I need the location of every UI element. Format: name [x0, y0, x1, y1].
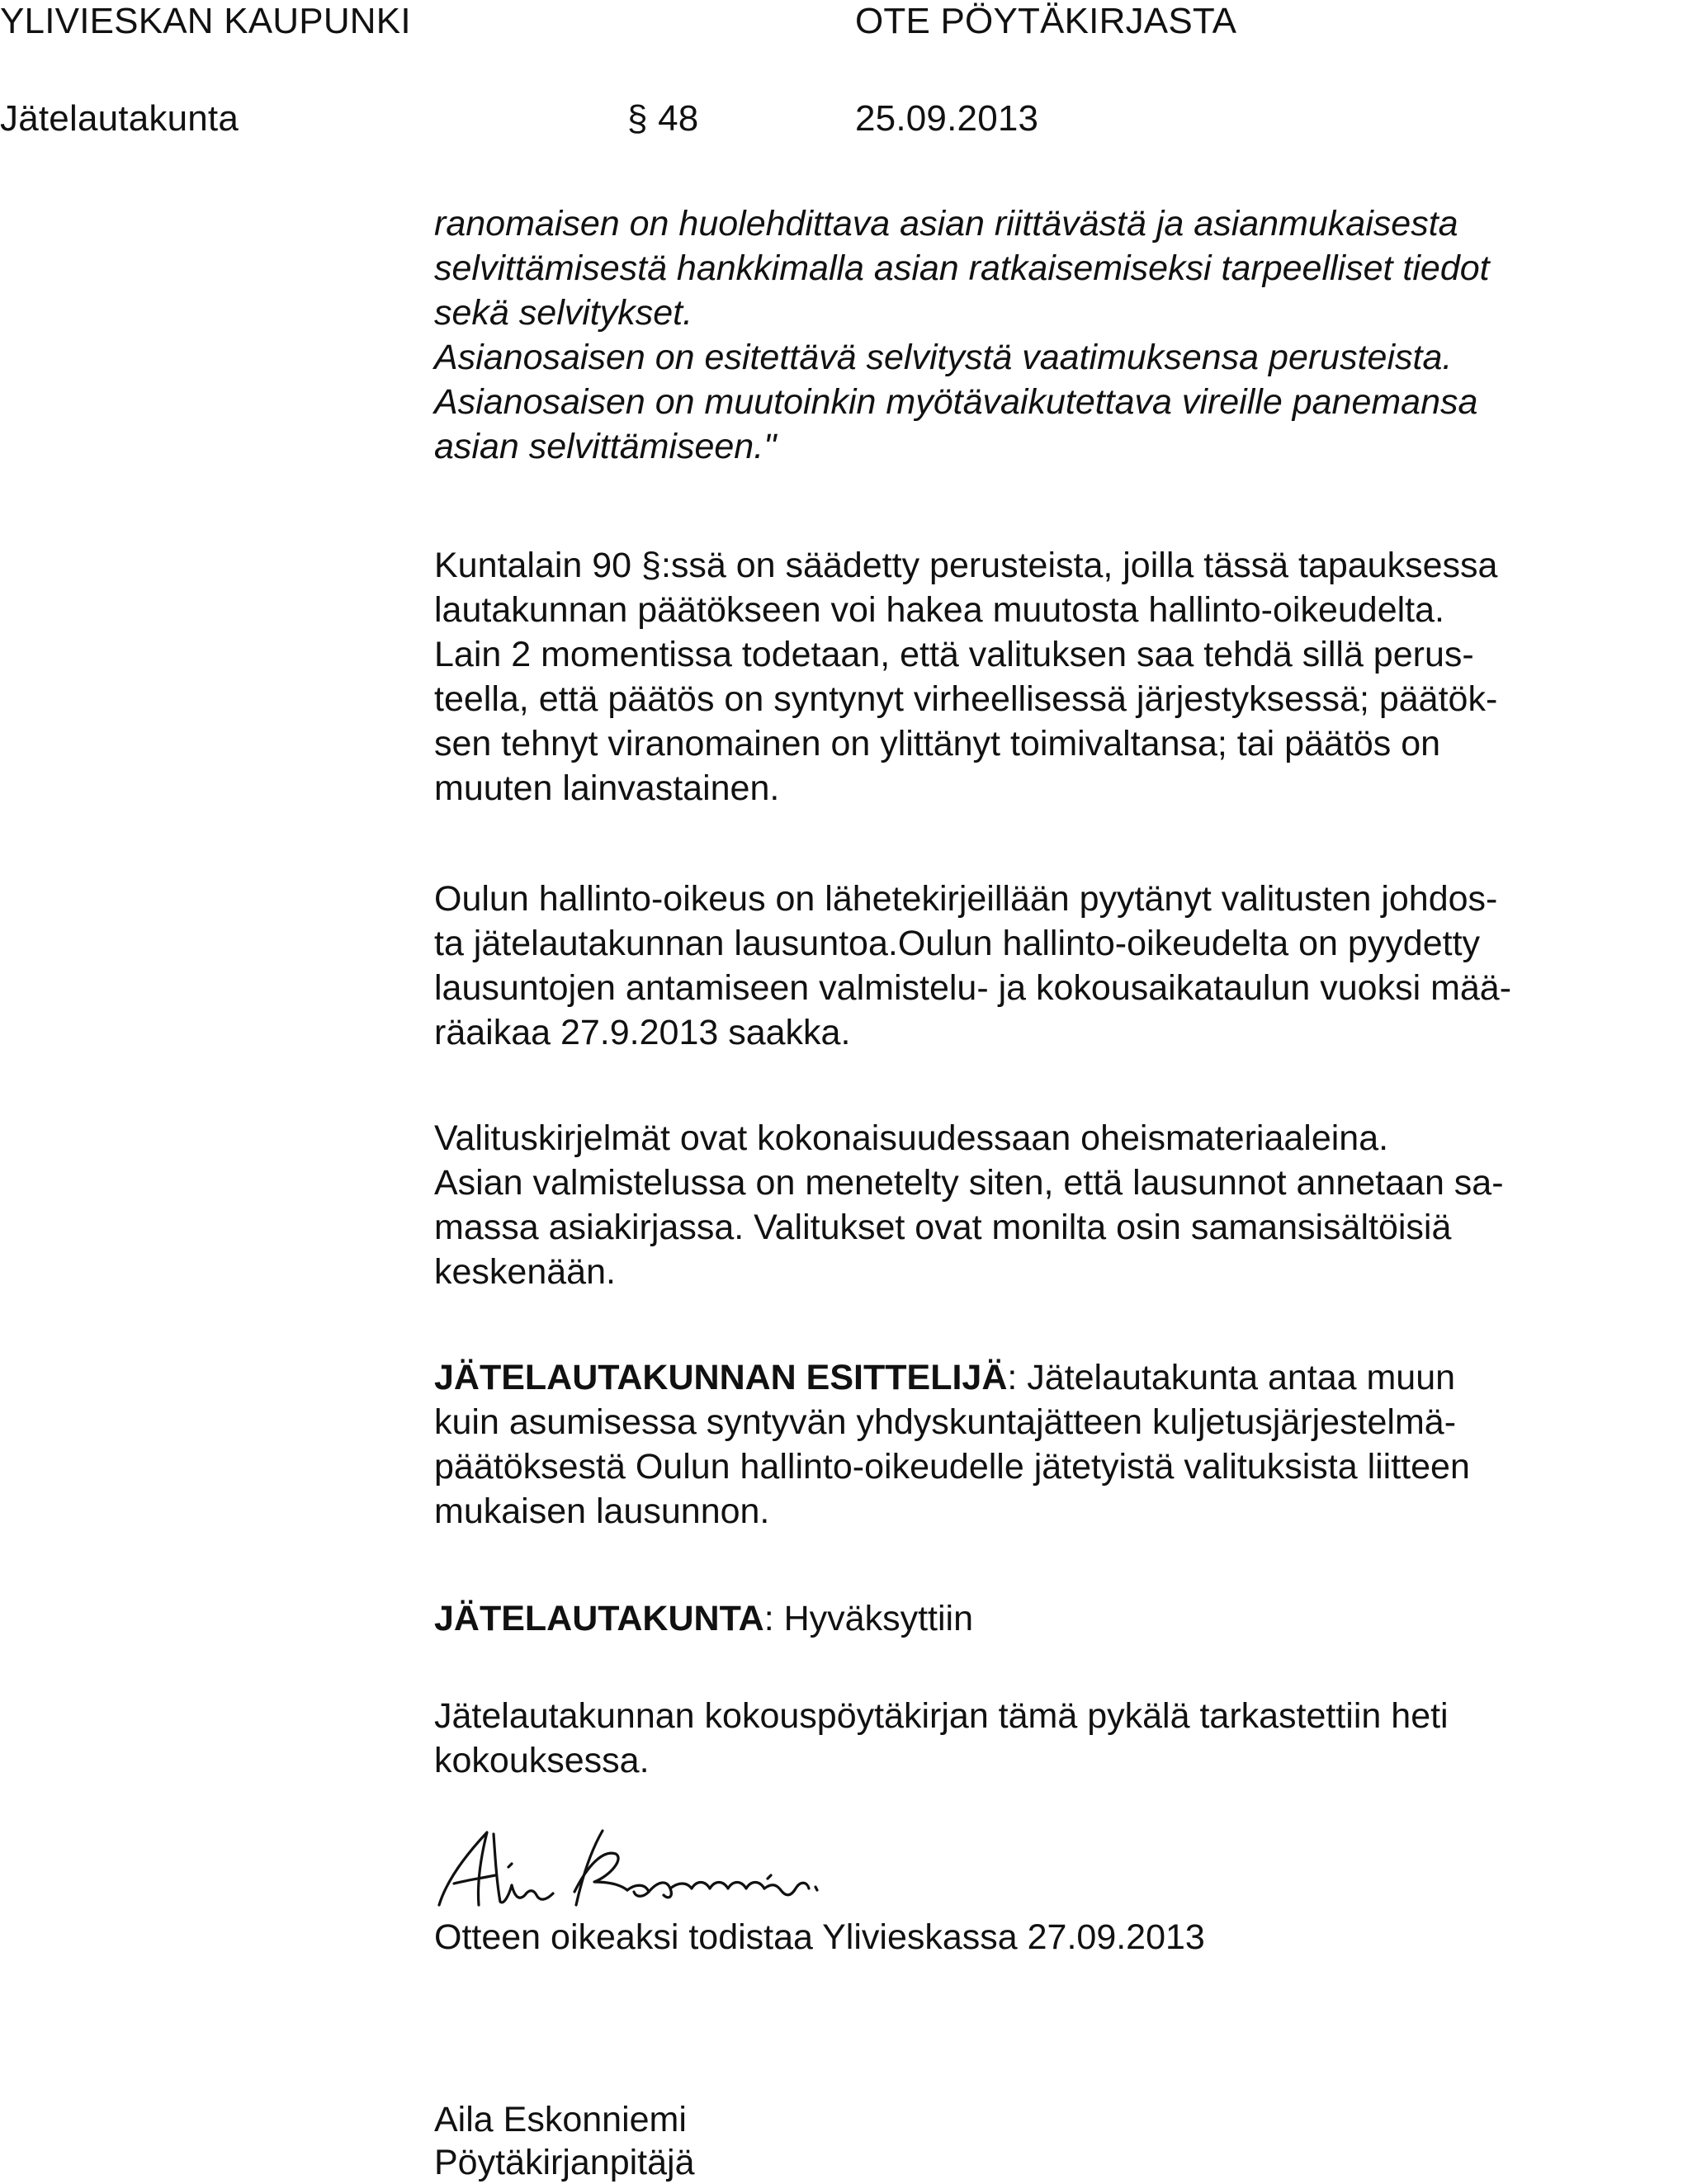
paragraph-hallinto-oikeus — [434, 877, 1685, 1055]
organization-name: YLIVIESKAN KAUPUNKI — [0, 1, 411, 41]
signer-title: Pöytäkirjanpitäjä — [434, 2143, 695, 2182]
paragraph-line: sen tehnyt viranomainen on ylittänyt toimivaltansa; tai päätös on — [434, 724, 1441, 763]
quoted-law-text — [434, 201, 1685, 469]
quote-line: Asianosaisen on esitettävä selvitystä vaatimuksensa perusteista. — [434, 338, 1453, 377]
certification-text: Otteen oikeaksi todistaa Ylivieskassa 27.09.2013 — [434, 1917, 1205, 1957]
signer-block — [434, 2098, 1685, 2184]
signer-name: Aila Eskonniemi — [434, 2100, 687, 2139]
quote-line: ranomaisen on huolehdittava asian riittävästä ja asianmukaisesta — [434, 204, 1458, 243]
quote-line: Asianosaisen on muutoinkin myötävaikutettava vireille panemansa — [434, 382, 1478, 422]
paragraph-line: Kuntalain 90 §:ssä on säädetty perusteista, joilla tässä tapauksessa — [434, 546, 1498, 585]
document-type: OTE PÖYTÄKIRJASTA — [855, 1, 1237, 41]
decision-line — [434, 1596, 1685, 1641]
proposal-text: : Jätelautakunta antaa muun — [1007, 1358, 1456, 1397]
committee-name: Jätelautakunta — [0, 98, 239, 139]
paragraph-line: keskenään. — [434, 1252, 616, 1292]
paragraph-line: muuten lainvastainen. — [434, 768, 780, 808]
proposal-label: JÄTELAUTAKUNNAN ESITTELIJÄ — [434, 1358, 1008, 1397]
paragraph-line: lautakunnan päätökseen voi hakea muutosta hallinto-oikeudelta. — [434, 590, 1444, 630]
paragraph-line: kokouksessa. — [434, 1741, 650, 1780]
paragraph-line: räaikaa 27.9.2013 saakka. — [434, 1013, 851, 1052]
paragraph-kuntalaki — [434, 543, 1685, 811]
decision-paragraph — [434, 1596, 1685, 1641]
quote-line: sekä selvitykset. — [434, 293, 693, 333]
review-paragraph — [434, 1694, 1685, 1783]
handwritten-signature — [429, 1826, 858, 1917]
paragraph-line: lausuntojen antamiseen valmistelu- ja kokousaikataulun vuoksi mää- — [434, 968, 1512, 1008]
section-number: § 48 — [627, 98, 699, 139]
paragraph-line: ta jätelautakunnan lausuntoa.Oulun hallinto-oikeudelta on pyydetty — [434, 924, 1481, 963]
certification-statement — [434, 1915, 1685, 1959]
paragraph-line: mukaisen lausunnon. — [434, 1491, 770, 1531]
paragraph-valituskirjelmat — [434, 1116, 1685, 1294]
quote-line: asian selvittämiseen." — [434, 427, 777, 466]
paragraph-line: Oulun hallinto-oikeus on lähetekirjeillään pyytänyt valitusten johdos- — [434, 879, 1498, 919]
paragraph-line: teella, että päätös on syntynyt virheellisessä järjestyksessä; päätök- — [434, 679, 1498, 719]
paragraph-line: Asian valmistelussa on menetelty siten, että lausunnot annetaan sa- — [434, 1163, 1504, 1203]
meeting-date: 25.09.2013 — [855, 98, 1039, 139]
paragraph-line: päätöksestä Oulun hallinto-oikeudelle jätetyistä valituksista liitteen — [434, 1447, 1470, 1487]
proposal-first-line — [434, 1355, 1685, 1400]
paragraph-line: Lain 2 momentissa todetaan, että valituksen saa tehdä sillä perus- — [434, 635, 1474, 674]
paragraph-line: Jätelautakunnan kokouspöytäkirjan tämä pykälä tarkastettiin heti — [434, 1696, 1449, 1736]
quote-line: selvittämisestä hankkimalla asian ratkaisemiseksi tarpeelliset tiedot — [434, 248, 1490, 288]
paragraph-line: kuin asumisessa syntyvän yhdyskuntajätteen kuljetusjärjestelmä- — [434, 1402, 1457, 1442]
proposal-paragraph — [434, 1355, 1685, 1534]
decision-label: JÄTELAUTAKUNTA — [434, 1599, 764, 1638]
paragraph-line: Valituskirjelmät ovat kokonaisuudessaan oheismateriaaleina. — [434, 1118, 1389, 1158]
decision-text: : Hyväksyttiin — [763, 1599, 973, 1638]
paragraph-line: massa asiakirjassa. Valitukset ovat monilta osin samansisältöisiä — [434, 1208, 1452, 1247]
